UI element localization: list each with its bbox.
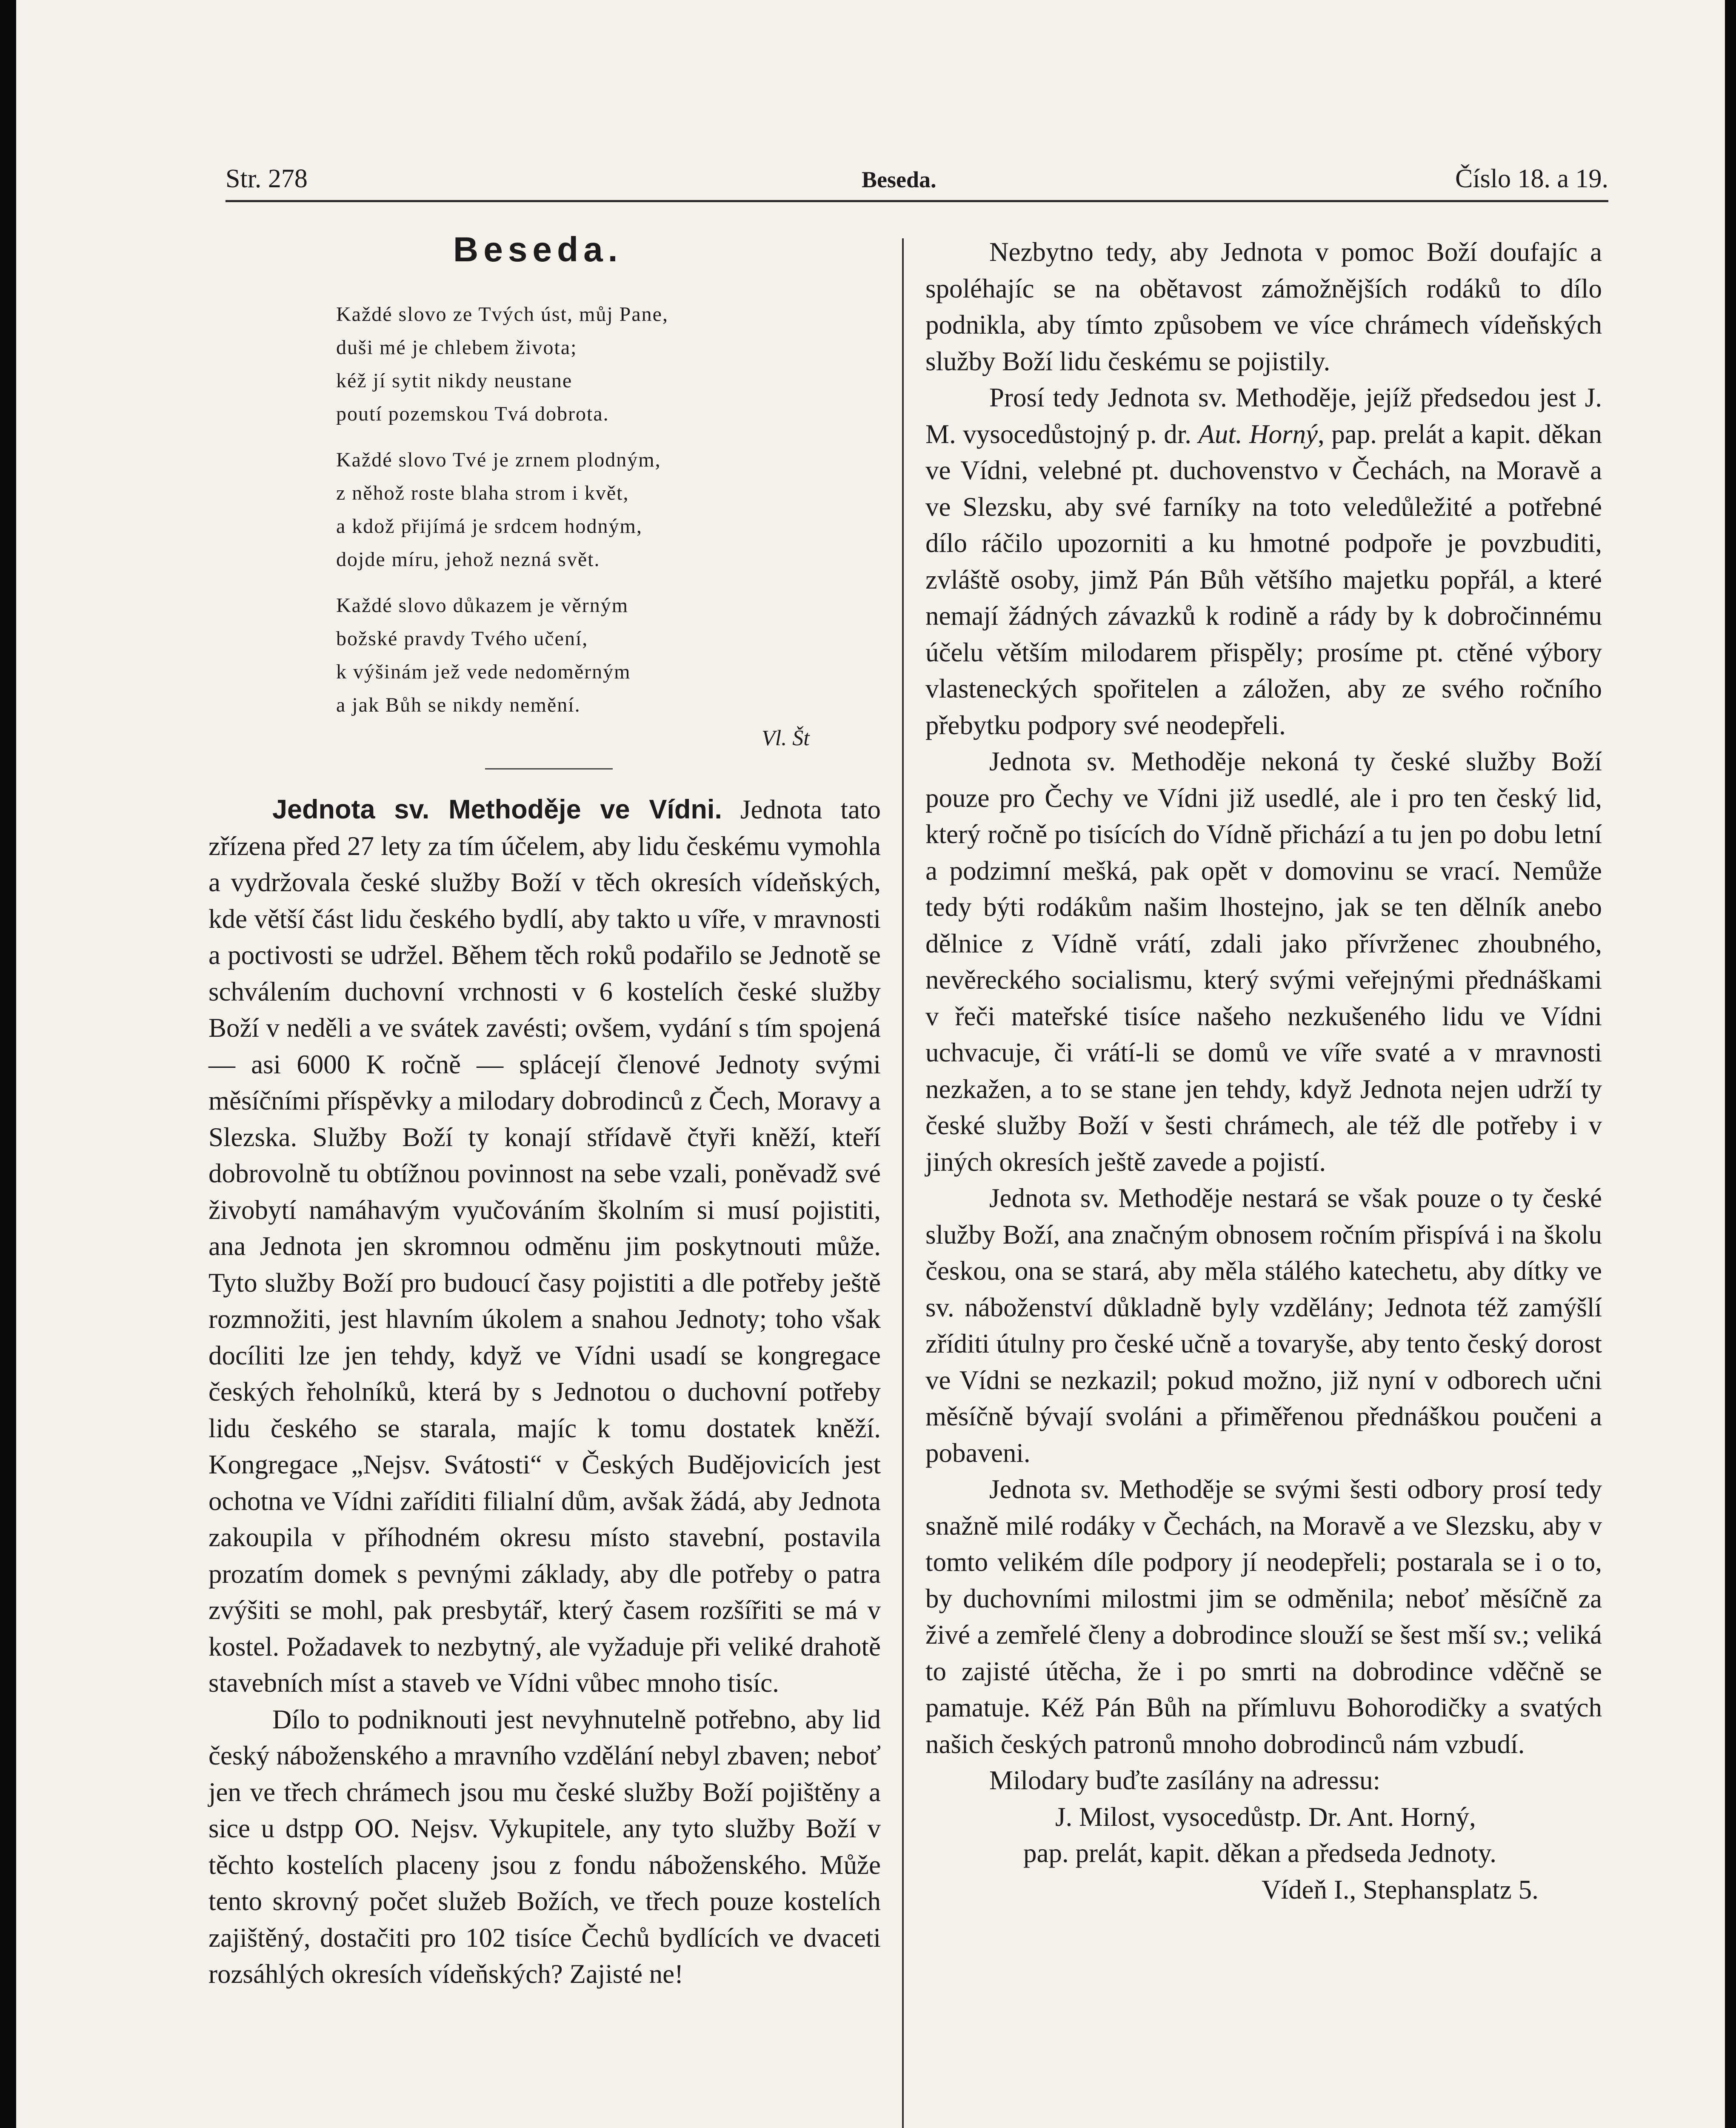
paragraph-text: Jednota tato zřízena před 27 lety za tím účelem, aby lidu českému vymohla a vydržovala české služby Boží v těch okresích vídeňských, kde větší část lidu českého bydlí, aby takto u víře, v mravnosti a poctivosti se udržel. Během těch roků podařilo se Jednotě se schválením duchovní vrchnosti v 6 kostelích české služby Boží v neděli a ve svátek zavésti; ovšem, vydání s tím spojená — asi 6000 K ročně — splácejí členové Jednoty svými měsíčními příspěvky a milodary dobrodinců z Čech, Moravy a Slezska. Služby Boží ty konají střídavě čtyři kněží, kteří dobrovolně tu obtížnou povinnost na sebe vzali, poněvadž své živobytí namáhavým vyučováním školním si musí pojistiti, ana Jednota jen skromnou odměnu jim poskytnouti může. Tyto služby Boží pro budoucí časy pojistiti a dle potřeby ještě rozmnožiti, jest hlavním úkolem a snahou Jednoty; toho však docíliti lze jen tehdy, když ve Vídni usadí se kongregace českých řeholníků, která by s Jednotou o duchovní potřeby lidu českého se starala, majíc k tomu dostatek kněží. Kongregace „Nejsv. Svátosti“ v Českých Budějovicích jest ochotna ve Vídni zaříditi filialní dům, avšak žádá, aby Jednota zakoupila v příhodném okresu místo stavební, postavila prozatím domek s pevnými základy, aby dle potřeby o patra zvýšiti se mohl, pak presbytář, který časem rozšířiti se má v kostel. Požadavek to nezbytný, ale vyžaduje při veliké drahotě stavebních míst a staveb ve Vídni vůbec mnoho tisíc. <box>208 795 881 1698</box>
address-line: Vídeň I., Stephansplatz 5. <box>1262 1874 1539 1905</box>
poem-title: Beseda. <box>453 230 623 269</box>
poem-line: Každé slovo důkazem je věrným <box>336 594 629 617</box>
article-paragraph: Jednota sv. Methoděje nekoná ty české služby Boží pouze pro Čechy ve Vídni již usedlé, ale i pro ten český lid, který ročně po tisících do Vídně přichází a tu jen po dobu letní a podzimní mešká, pak opět v domovinu se vrací. Nemůže tedy býti rodákům našim lhostejno, jak se ten dělník anebo dělnice z Vídně vrátí, zdali jako přívrženec zhoubného, nevěreckého socialismu, který svými veřejnými přednáškami v řeči mateřské tisíce našeho nezkušeného lidu ve Vídni uchvacuje, či vrátí-li se domů ve víře svaté a v mravnosti nezkažen, a to se stane jen tehdy, když Jednota nejen udrží ty české služby Boží v šesti chrámech, ale též dle potřeby i v jiných okresích ještě zavede a pojistí. <box>925 747 1602 1177</box>
paragraph-text: , pap. prelát a kapit. děkan ve Vídni, velebné pt. duchovenstvo v Čechách, na Moravě a ve Slezsku, aby své farníky na toto veledůležité a potřebné dílo ráčilo upozorniti a ku hmotné podpoře je povzbuditi, zvláště osoby, jimž Pán Bůh většího majetku popřál, a které nemají žádných závazků k rodině a rády by k dobročinnému účelu větším milodarem přispěly; prosíme pt. ctěné výbory vlasteneckých spořitelen a záložen, aby ze svého ročního přebytku podpory své neodepřeli. <box>925 419 1602 740</box>
poem-line: Každé slovo ze Tvých úst, můj Pane, <box>336 303 668 326</box>
issue-number: Číslo 18. a 19. <box>1455 164 1608 193</box>
poem-line: kéž jí sytit nikdy neustane <box>336 369 573 392</box>
poem-stanza <box>336 298 847 431</box>
article-paragraph <box>925 380 1602 744</box>
address-line: pap. prelát, kapit. děkan a předseda Jednoty. <box>1023 1838 1497 1868</box>
poem-line: a kdož přijímá je srdcem hodným, <box>336 515 642 538</box>
poem-stanza <box>336 443 847 576</box>
paragraph-text: Prosí tedy Jednota sv. Methoděje, jejíž předsedou jest J. M. vysocedůstojný p. dr. <box>925 383 1602 449</box>
poem-line: poutí pozemskou Tvá dobrota. <box>336 403 609 425</box>
poem <box>336 298 847 735</box>
poem-line: Každé slovo Tvé je zrnem plodným, <box>336 449 661 471</box>
poem-line: dojde míru, jehož nezná svět. <box>336 548 600 571</box>
article-heading: Jednota sv. Methoděje ve Vídni. <box>272 795 722 824</box>
scan-border-left <box>0 0 16 2128</box>
running-header <box>226 164 1608 198</box>
right-column <box>925 234 1602 1908</box>
poem-line: a jak Bůh se nikdy nemění. <box>336 694 581 716</box>
page-number: Str. 278 <box>226 164 308 193</box>
article-paragraph: Jednota sv. Methoděje se svými šesti odbory prosí tedy snažně milé rodáky v Čechách, na Moravě a ve Slezsku, aby v tomto velikém díle podpory jí neodepřeli; postarala se i o to, by duchovními milostmi jim se odměnila; neboť měsíčně za živé a zemřelé členy a dobrodince slouží se šest mší sv.; veliká to zajisté útěcha, že i po smrti na dobrodince vděčně se pamatuje. Kéž Pán Bůh na přímluvu Bohorodičky a svatých našich českých patronů mnoho dobrodinců nám vzbudí. <box>925 1474 1602 1759</box>
scan-border-right <box>1725 0 1736 2128</box>
journal-title: Beseda. <box>862 167 937 192</box>
poem-line: k výšinám jež vede nedoměrným <box>336 661 631 683</box>
article-paragraph: Jednota sv. Methoděje nestará se však pouze o ty české služby Boží, ana značným obnosem ročním přispívá i na školu českou, ona se stará, aby měla stálého katechetu, aby dítky ve sv. náboženství důkladně byly vzdělány; Jednota též zamýšlí zříditi útulny pro české učně a tovaryše, aby tento český dorost ve Vídni se nezkazil; pokud možno, již nyní v odborech učni měsíčně bývají svoláni a přiměřenou přednáškou poučeni a pobaveni. <box>925 1183 1602 1468</box>
header-rule <box>226 200 1608 202</box>
poem-signature: Vl. Št <box>762 726 810 750</box>
left-column <box>208 792 881 1993</box>
article-paragraph <box>208 792 881 1702</box>
poem-line: božské pravdy Tvého učení, <box>336 627 588 650</box>
poem-stanza <box>336 589 847 722</box>
poem-line: duši mé je chlebem života; <box>336 336 577 359</box>
column-divider <box>902 238 904 2128</box>
section-rule <box>485 768 613 769</box>
poem-line: z něhož roste blaha strom i květ, <box>336 482 629 504</box>
article-paragraph: Milodary buďte zasílány na adressu: <box>989 1765 1380 1795</box>
article-paragraph: Nezbytno tedy, aby Jednota v pomoc Boží doufajíc a spoléhajíc se na obětavost zámožnějších rodáků to dílo podnikla, aby tímto způsobem ve více chrámech vídeňských služby Boží lidu českému se pojistily. <box>925 237 1602 376</box>
person-name: Aut. Horný <box>1198 419 1318 449</box>
article-paragraph: Dílo to podniknouti jest nevyhnutelně potřebno, aby lid český náboženského a mravního vzdělání nebyl zbaven; neboť jen ve třech chrámech jsou mu české služby Boží pojištěny a sice u dstpp OO. Nejsv. Vykupitele, any tyto služby Boží v těchto kostelích placeny jsou z fondu náboženského. Může tento skrovný počet služeb Božích, ve třech pouze kostelích zajištěný, dostačiti pro 102 tisíce Čechů bydlících ve dvaceti rozsáhlých okresích vídeňských? Zajisté ne! <box>208 1704 881 1989</box>
address-line: J. Milost, vysocedůstp. Dr. Ant. Horný, <box>1055 1802 1476 1832</box>
